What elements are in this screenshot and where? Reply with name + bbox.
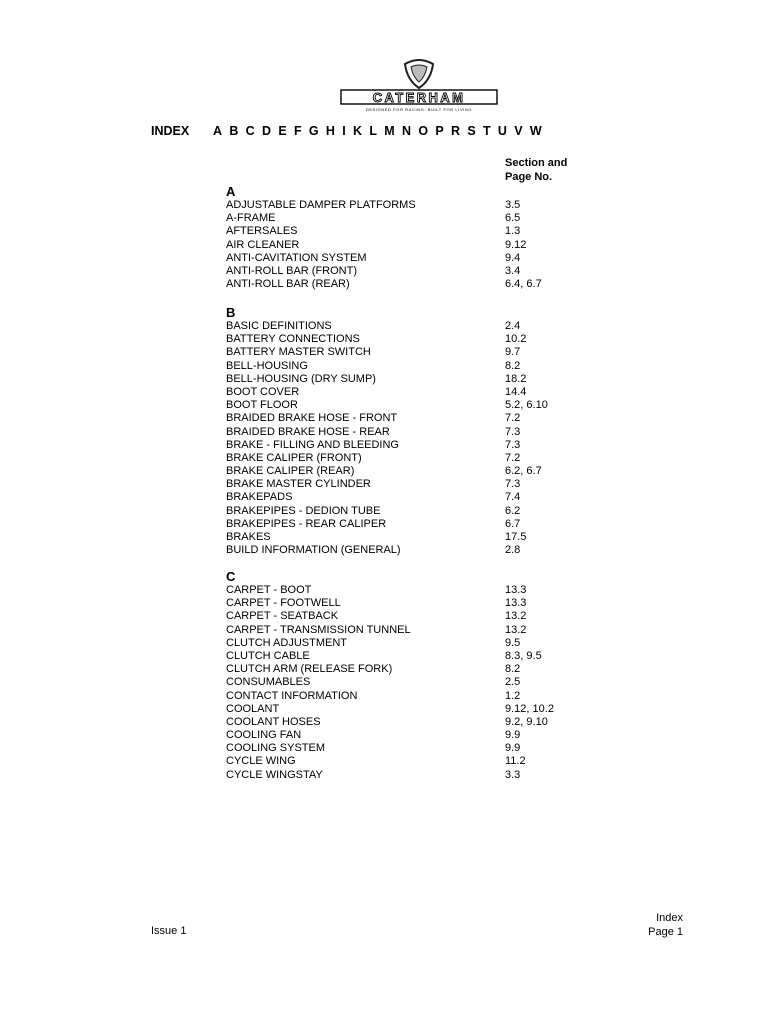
footer-page-info [648,912,683,939]
index-entry [226,650,566,663]
index-entry [226,346,566,359]
index-title: INDEX [151,124,190,138]
entry-name: COOLING FAN [226,729,302,742]
entry-page-reference: 10.2 [505,333,527,346]
index-entry [226,729,566,742]
index-entry [226,265,566,278]
index-entry [226,505,566,518]
section-c [226,569,566,782]
entry-name: BOOT COVER [226,385,300,398]
index-entry [226,676,566,689]
letter-link-n[interactable]: N [402,124,412,138]
footer-label: Index [656,912,683,924]
entry-page-reference: 17.5 [505,531,527,543]
entry-page-reference: 6.7 [505,517,521,530]
entry-name: BATTERY CONNECTIONS [226,333,360,346]
index-entry [226,491,566,504]
entry-name: CYCLE WINGSTAY [226,768,323,781]
entry-page-reference: 2.5 [505,676,521,689]
entry-page-reference: 9.12, 10.2 [505,702,554,715]
svg-text:CATERHAM: CATERHAM [372,90,466,105]
entry-page-reference: 6.2 [505,504,521,517]
letter-link-p[interactable]: P [435,124,444,138]
index-entry [226,703,566,716]
entry-name: ADJUSTABLE DAMPER PLATFORMS [226,199,416,211]
letter-link-t[interactable]: T [482,124,491,138]
index-entry [226,426,566,439]
index-entry [226,742,566,755]
letter-link-g[interactable]: G [308,124,319,138]
index-header [151,124,549,138]
entry-page-reference: 3.5 [505,199,521,211]
entry-page-reference: 9.5 [505,636,521,649]
entry-name: BOOT FLOOR [226,399,298,412]
entry-name: COOLANT [226,702,280,715]
entry-name: CARPET - BOOT [226,584,312,596]
index-entry [226,544,566,557]
entry-name: ANTI-CAVITATION SYSTEM [226,251,367,264]
entry-name: CARPET - SEATBACK [226,610,339,623]
entry-page-reference: 13.3 [505,584,527,596]
entry-page-reference: 7.4 [505,491,521,504]
entry-name: CONSUMABLES [226,676,311,689]
entry-page-reference: 8.2 [505,359,521,372]
entry-page-reference: 7.3 [505,425,521,438]
entry-name: BRAKES [226,531,271,543]
index-entry [226,584,566,597]
entry-page-reference: 6.2, 6.7 [505,465,542,478]
caterham-logo [339,58,499,114]
entry-name: ANTI-ROLL BAR (FRONT) [226,264,357,277]
letter-link-w[interactable]: W [529,124,542,138]
index-entry [226,769,566,782]
section-letter-heading: C [226,569,236,584]
entry-page-reference: 2.8 [505,544,521,557]
letter-link-m[interactable]: M [384,124,395,138]
entry-page-reference: 7.3 [505,438,521,451]
entry-page-reference: 7.2 [505,451,521,464]
letter-link-v[interactable]: V [514,124,523,138]
entry-name: BRAKEPIPES - DEDION TUBE [226,504,381,517]
entry-page-reference: 8.2 [505,663,521,676]
entry-page-reference: 9.4 [505,251,521,264]
entry-name: CLUTCH ADJUSTMENT [226,636,348,649]
entry-page-reference: 7.3 [505,478,521,491]
entry-name: BATTERY MASTER SWITCH [226,346,371,359]
index-entry [226,518,566,531]
column-header-line-2: Page No. [505,170,553,183]
letter-link-r[interactable]: R [451,124,461,138]
index-entry [226,386,566,399]
entry-name: A-FRAME [226,212,276,225]
index-entry [226,637,566,650]
index-entry [226,478,566,491]
entry-name: AIR CLEANER [226,238,300,251]
letter-link-k[interactable]: K [353,124,363,138]
index-entry [226,333,566,346]
entry-page-reference: 7.2 [505,412,521,425]
entry-page-reference: 13.2 [505,623,527,636]
section-a [226,184,566,291]
entry-name: BRAIDED BRAKE HOSE - REAR [226,425,390,438]
entry-name: CONTACT INFORMATION [226,689,358,702]
entry-page-reference: 3.4 [505,264,521,277]
entry-page-reference: 6.4, 6.7 [505,278,542,291]
entry-page-reference: 13.3 [505,597,527,610]
entry-name: COOLANT HOSES [226,715,321,728]
entry-page-reference: 9.9 [505,742,521,755]
index-entry [226,439,566,452]
section-letter-heading: A [226,184,236,199]
entry-name: COOLING SYSTEM [226,742,326,755]
entry-name: BRAKE CALIPER (REAR) [226,465,355,478]
index-entry [226,597,566,610]
index-entry [226,412,566,425]
letter-link-e[interactable]: E [278,124,287,138]
entry-page-reference: 11.2 [505,755,526,768]
section-b [226,305,566,557]
entry-name: BELL-HOUSING [226,359,308,372]
index-entry [226,373,566,386]
entry-page-reference: 9.2, 9.10 [505,715,548,728]
letter-link-h[interactable]: H [325,124,335,138]
footer-issue: Issue 1 [151,925,187,937]
index-entry [226,239,566,252]
index-entry [226,531,566,544]
letter-link-s[interactable]: S [467,124,476,138]
entry-page-reference: 5.2, 6.10 [505,399,548,412]
index-entry [226,624,566,637]
entry-name: BELL-HOUSING (DRY SUMP) [226,372,376,385]
entry-name: CARPET - TRANSMISSION TUNNEL [226,623,411,636]
index-entry [226,610,566,623]
entry-page-reference: 9.7 [505,346,521,359]
entry-page-reference: 14.4 [505,385,527,398]
letter-link-o[interactable]: O [418,124,429,138]
entry-name: AFTERSALES [226,225,298,238]
entry-page-reference: 3.3 [505,768,521,781]
entry-name: BRAKEPIPES - REAR CALIPER [226,517,387,530]
index-entry [226,465,566,478]
index-entry [226,690,566,703]
index-entry [226,716,566,729]
index-entry [226,452,566,465]
entry-name: BRAKE MASTER CYLINDER [226,478,371,491]
entry-name: ANTI-ROLL BAR (REAR) [226,278,350,291]
index-entry [226,252,566,265]
letter-link-a[interactable]: A [213,124,223,138]
entry-page-reference: 18.2 [505,372,527,385]
entry-page-reference: 2.4 [505,320,521,332]
footer-page-number: Page 1 [648,925,683,938]
letter-link-u[interactable]: U [497,124,507,138]
index-entry [226,663,566,676]
entry-page-reference: 6.5 [505,212,521,225]
svg-text:DESIGNED FOR RACING. BUILT FOR: DESIGNED FOR RACING. BUILT FOR LIVING [365,107,473,112]
entry-page-reference: 9.9 [505,729,521,742]
letter-link-b[interactable]: B [229,124,239,138]
index-entry [226,212,566,225]
column-header [505,157,567,184]
entry-name: BRAIDED BRAKE HOSE - FRONT [226,412,398,425]
entry-name: BUILD INFORMATION (GENERAL) [226,544,401,557]
entry-page-reference: 13.2 [505,610,527,623]
index-entry [226,755,566,768]
index-entry [226,225,566,238]
section-letter-heading: B [226,305,236,320]
letter-link-d[interactable]: D [261,124,272,138]
entry-name: BRAKE - FILLING AND BLEEDING [226,438,399,451]
entry-name: CYCLE WING [226,755,296,768]
entry-page-reference: 9.12 [505,238,527,251]
column-header-line-1: Section and [505,157,568,169]
index-entry [226,399,566,412]
entry-name: BASIC DEFINITIONS [226,320,332,332]
index-entry [226,360,566,373]
index-entry [226,278,566,291]
entry-name: BRAKEPADS [226,491,293,504]
index-entry [226,199,566,212]
letter-link-i[interactable]: I [342,124,346,138]
entry-page-reference: 1.2 [505,689,521,702]
entry-name: BRAKE CALIPER (FRONT) [226,451,362,464]
entry-page-reference: 1.3 [505,225,521,238]
entry-page-reference: 8.3, 9.5 [505,649,542,662]
letter-link-c[interactable]: C [245,124,255,138]
letter-nav [213,124,549,138]
letter-link-l[interactable]: L [369,124,377,138]
entry-name: CLUTCH ARM (RELEASE FORK) [226,663,393,676]
entry-name: CARPET - FOOTWELL [226,597,341,610]
entry-name: CLUTCH CABLE [226,649,310,662]
index-entry [226,320,566,333]
letter-link-f[interactable]: F [293,124,302,138]
